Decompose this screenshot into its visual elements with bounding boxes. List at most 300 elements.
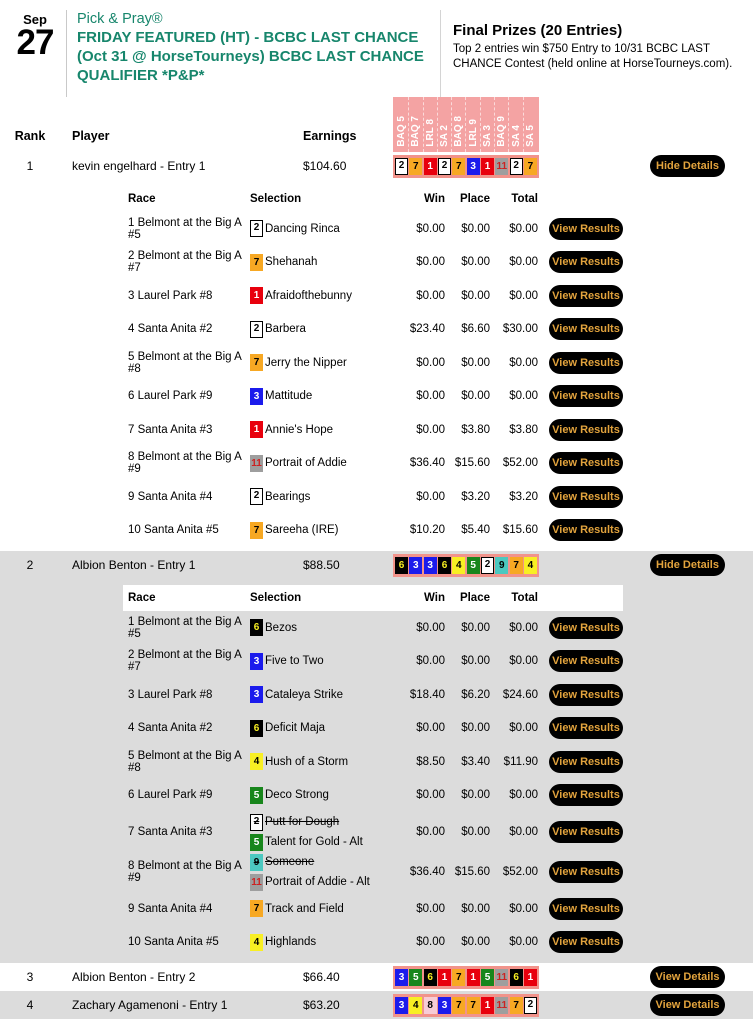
selection-column-header: Selection (250, 193, 302, 205)
saddle-cloth-chip: 11 (495, 158, 508, 175)
race-label: 2 Belmont at the Big A #7 (128, 250, 242, 275)
race-column-label-text: SA 3 (481, 125, 493, 147)
total-amount: $0.00 (509, 356, 538, 369)
horse-name: Afraidofthebunny (265, 289, 352, 302)
race-label: 10 Santa Anita #5 (128, 524, 219, 537)
horse-name: Hush of a Storm (265, 755, 349, 768)
selection-cell (250, 785, 398, 805)
view-results-button[interactable]: View Results (549, 486, 623, 508)
total-amount: $0.00 (509, 826, 538, 838)
contest-title-block (66, 10, 428, 97)
horse-name: Putt for Dough (265, 816, 340, 828)
final-prizes-block (440, 10, 750, 97)
race-label: 7 Santa Anita #3 (128, 826, 213, 838)
total-amount: $0.00 (509, 902, 538, 915)
win-amount: $0.00 (416, 356, 445, 369)
selection (250, 487, 398, 507)
selection-cell (250, 453, 398, 473)
horse-name: Talent for Gold - Alt (265, 836, 363, 848)
place-amount: $0.00 (461, 826, 490, 838)
final-prizes-description: Top 2 entries win $750 Entry to 10/31 BCBC LAST CHANCE Contest (held online at HorseTourneys.com). (453, 43, 733, 70)
place-amount: $0.00 (461, 256, 490, 269)
race-label: 6 Laurel Park #9 (128, 789, 213, 802)
entry-details (123, 585, 623, 963)
view-results-button[interactable]: View Results (549, 318, 623, 340)
entry-player-name: Albion Benton - Entry 1 (72, 558, 196, 572)
selection-column-header: Selection (250, 592, 302, 604)
entry-player-name: Zachary Agamenoni - Entry 1 (72, 998, 228, 1012)
saddle-cloth-chip: 6 (438, 557, 451, 574)
leaderboard-column-headers (0, 97, 753, 152)
race-column-label (395, 97, 409, 152)
date-day: 27 (16, 23, 54, 62)
saddle-cloth-chip: 6 (250, 720, 263, 737)
selection (250, 899, 398, 919)
entry-block (0, 991, 753, 1019)
total-amount: $0.00 (509, 789, 538, 802)
saddle-cloth-chip: 11 (495, 969, 508, 986)
entry-details (123, 186, 623, 551)
saddle-cloth-chip: 4 (250, 934, 263, 951)
horse-name: Portrait of Addie (265, 457, 347, 470)
selection (250, 685, 398, 705)
selection-cell (250, 353, 398, 373)
player-column-header: Player (72, 129, 110, 143)
race-label: 5 Belmont at the Big A #8 (128, 350, 242, 375)
race-column-label-text: SA 5 (524, 125, 536, 147)
entry-row (0, 991, 753, 1019)
detail-row (123, 892, 623, 926)
entry-row (0, 963, 753, 991)
saddle-cloth-chip: 9 (495, 557, 508, 574)
toggle-details-button[interactable]: View Details (650, 966, 725, 988)
horse-name: Bearings (265, 490, 311, 503)
entry-earnings: $66.40 (303, 970, 340, 984)
detail-row (123, 380, 623, 414)
selection (250, 219, 398, 239)
selection-cell (250, 618, 398, 638)
selection-cell (250, 420, 398, 440)
total-column-header: Total (511, 193, 538, 205)
saddle-cloth-chip: 4 (452, 557, 465, 574)
saddle-cloth-chip: 7 (250, 522, 263, 539)
entry-rank: 2 (26, 558, 34, 572)
saddle-cloth-chip: 7 (467, 997, 480, 1014)
saddle-cloth-chip: 2 (438, 158, 451, 175)
view-results-button[interactable]: View Results (549, 821, 623, 843)
saddle-cloth-chip: 4 (250, 753, 263, 770)
race-label: 4 Santa Anita #2 (128, 323, 213, 336)
selection-cell (250, 718, 398, 738)
detail-row (123, 779, 623, 813)
win-amount: $0.00 (416, 621, 445, 634)
selection-cell (250, 319, 398, 339)
detail-column-headers (123, 585, 623, 611)
saddle-cloth-chip: 4 (409, 997, 422, 1014)
contest-format-label: Pick & Pray® (77, 11, 163, 27)
contest-date (12, 10, 58, 97)
saddle-cloth-chip: 9 (250, 854, 263, 871)
entry-picks-strip (393, 966, 539, 989)
horse-name: Cataleya Strike (265, 688, 343, 701)
saddle-cloth-chip: 7 (409, 158, 422, 175)
saddle-cloth-chip: 2 (510, 158, 523, 175)
saddle-cloth-chip: 2 (250, 814, 263, 831)
place-amount: $0.00 (461, 655, 490, 668)
detail-row (123, 346, 623, 380)
saddle-cloth-chip: 3 (250, 686, 263, 703)
race-column-label (466, 97, 480, 152)
total-amount: $0.00 (509, 289, 538, 302)
saddle-cloth-chip: 2 (524, 997, 537, 1014)
entry-earnings: $63.20 (303, 998, 340, 1012)
horse-name: Deficit Maja (265, 722, 326, 735)
saddle-cloth-chip: 6 (424, 969, 437, 986)
selection (250, 386, 398, 406)
detail-row (123, 246, 623, 280)
saddle-cloth-chip: 5 (467, 557, 480, 574)
toggle-details-button[interactable]: Hide Details (650, 155, 725, 177)
total-amount: $24.60 (502, 688, 538, 701)
detail-row (123, 712, 623, 746)
saddle-cloth-chip: 5 (481, 969, 494, 986)
win-amount: $10.20 (409, 524, 445, 537)
race-column-label (524, 97, 537, 152)
entry-block (0, 152, 753, 551)
view-results-button[interactable]: View Results (549, 684, 623, 706)
total-amount: $0.00 (509, 655, 538, 668)
total-amount: $3.80 (509, 423, 538, 436)
selection (250, 872, 398, 892)
selection-cell (250, 685, 398, 705)
race-label: 1 Belmont at the Big A #5 (128, 216, 242, 241)
win-amount: $0.00 (416, 222, 445, 235)
detail-row (123, 812, 623, 852)
view-results-button[interactable]: View Results (549, 751, 623, 773)
detail-row (123, 926, 623, 960)
total-column-header: Total (511, 592, 538, 604)
date-month: Sep (23, 12, 47, 27)
detail-row (123, 313, 623, 347)
win-amount: $0.00 (416, 423, 445, 436)
place-amount: $0.00 (461, 222, 490, 235)
place-column-header: Place (459, 193, 490, 205)
place-amount: $0.00 (461, 390, 490, 403)
race-column-label-text: SA 4 (510, 125, 522, 147)
total-amount: $0.00 (509, 256, 538, 269)
entry-rank: 1 (26, 159, 34, 173)
saddle-cloth-chip: 3 (438, 997, 451, 1014)
win-amount: $18.40 (409, 688, 445, 701)
selection-cell (250, 932, 398, 952)
selection-cell (250, 520, 398, 540)
total-amount: $0.00 (509, 936, 538, 949)
view-results-button[interactable]: View Results (549, 898, 623, 920)
selection-cell (250, 487, 398, 507)
win-amount: $36.40 (409, 457, 445, 470)
horse-name: Track and Field (265, 902, 344, 915)
selection-cell (250, 286, 398, 306)
selection (250, 520, 398, 540)
total-amount: $3.20 (509, 490, 538, 503)
saddle-cloth-chip: 5 (250, 834, 263, 851)
view-results-button[interactable]: View Results (549, 385, 623, 407)
selection (250, 852, 398, 872)
win-amount: $0.00 (416, 789, 445, 802)
saddle-cloth-chip: 3 (250, 388, 263, 405)
saddle-cloth-chip: 1 (481, 158, 494, 175)
entry-picks-strip (393, 554, 539, 577)
race-column-label-text: BAQ 7 (410, 116, 422, 147)
saddle-cloth-chip: 7 (452, 969, 465, 986)
entries-list (0, 152, 753, 1019)
saddle-cloth-chip: 2 (250, 220, 263, 237)
detail-row (123, 611, 623, 645)
view-results-button[interactable]: View Results (549, 784, 623, 806)
saddle-cloth-chip: 1 (438, 969, 451, 986)
win-amount: $0.00 (416, 936, 445, 949)
toggle-details-button[interactable]: View Details (650, 994, 725, 1016)
place-amount: $3.20 (461, 490, 490, 503)
race-label: 9 Santa Anita #4 (128, 902, 213, 915)
saddle-cloth-chip: 11 (495, 997, 508, 1014)
detail-column-headers (123, 186, 623, 212)
selection (250, 286, 398, 306)
saddle-cloth-chip: 7 (250, 900, 263, 917)
race-labels-strip (393, 97, 539, 152)
win-amount: $0.00 (416, 256, 445, 269)
horse-name: Dancing Rinca (265, 222, 340, 235)
saddle-cloth-chip: 1 (467, 969, 480, 986)
win-amount: $36.40 (409, 866, 445, 878)
entry-earnings: $104.60 (303, 159, 347, 173)
race-label: 7 Santa Anita #3 (128, 423, 213, 436)
win-amount: $0.00 (416, 902, 445, 915)
selection (250, 932, 398, 952)
place-amount: $0.00 (461, 789, 490, 802)
selection (250, 618, 398, 638)
earnings-column-header: Earnings (303, 129, 357, 143)
detail-row (123, 678, 623, 712)
place-amount: $15.60 (454, 457, 490, 470)
place-amount: $6.60 (461, 323, 490, 336)
race-label: 5 Belmont at the Big A #8 (128, 749, 242, 774)
total-amount: $0.00 (509, 222, 538, 235)
saddle-cloth-chip: 1 (250, 287, 263, 304)
race-column-label (495, 97, 509, 152)
place-amount: $0.00 (461, 936, 490, 949)
saddle-cloth-chip: 3 (395, 969, 408, 986)
win-amount: $0.00 (416, 722, 445, 735)
place-amount: $0.00 (461, 722, 490, 735)
selection-cell (250, 752, 398, 772)
race-column-label-text: BAQ 9 (496, 116, 508, 147)
win-column-header: Win (424, 592, 445, 604)
rank-column-header: Rank (14, 129, 46, 143)
selection-cell (250, 219, 398, 239)
total-amount: $0.00 (509, 722, 538, 735)
total-amount: $30.00 (502, 323, 538, 336)
view-results-button[interactable]: View Results (549, 650, 623, 672)
view-results-button[interactable]: View Results (549, 617, 623, 639)
race-column-header: Race (128, 193, 156, 205)
race-label: 8 Belmont at the Big A #9 (128, 451, 242, 476)
place-amount: $3.40 (461, 755, 490, 768)
entry-player-name: Albion Benton - Entry 2 (72, 970, 196, 984)
selection (250, 651, 398, 671)
entry-picks-strip (393, 994, 539, 1017)
place-amount: $0.00 (461, 621, 490, 634)
selection (250, 420, 398, 440)
saddle-cloth-chip: 3 (250, 653, 263, 670)
win-amount: $0.00 (416, 655, 445, 668)
race-column-label (481, 97, 495, 152)
saddle-cloth-chip: 6 (250, 619, 263, 636)
win-amount: $23.40 (409, 323, 445, 336)
view-results-button[interactable]: View Results (549, 285, 623, 307)
entry-row (0, 152, 753, 180)
selection (250, 752, 398, 772)
selection (250, 812, 398, 832)
saddle-cloth-chip: 4 (524, 557, 537, 574)
selection (250, 353, 398, 373)
place-amount: $0.00 (461, 289, 490, 302)
race-column-label (424, 97, 438, 152)
race-label: 8 Belmont at the Big A #9 (128, 860, 242, 884)
race-column-label (452, 97, 466, 152)
saddle-cloth-chip: 7 (524, 158, 537, 175)
selection-cell (250, 651, 398, 671)
view-results-button[interactable]: View Results (549, 352, 623, 374)
selection (250, 718, 398, 738)
view-results-button[interactable]: View Results (549, 519, 623, 541)
entry-row (0, 551, 753, 579)
detail-row (123, 212, 623, 246)
view-results-button[interactable]: View Results (549, 218, 623, 240)
win-amount: $0.00 (416, 826, 445, 838)
saddle-cloth-chip: 2 (250, 488, 263, 505)
total-amount: $52.00 (502, 457, 538, 470)
win-amount: $0.00 (416, 289, 445, 302)
win-amount: $0.00 (416, 390, 445, 403)
selection-cell (250, 252, 398, 272)
detail-row (123, 413, 623, 447)
view-results-button[interactable]: View Results (549, 861, 623, 883)
saddle-cloth-chip: 8 (424, 997, 437, 1014)
horse-name: Annie's Hope (265, 423, 334, 436)
place-amount: $0.00 (461, 902, 490, 915)
horse-name: Bezos (265, 621, 297, 634)
detail-row (123, 447, 623, 481)
race-label: 10 Santa Anita #5 (128, 936, 219, 949)
view-results-button[interactable]: View Results (549, 717, 623, 739)
race-column-label (438, 97, 452, 152)
race-column-header: Race (128, 592, 156, 604)
saddle-cloth-chip: 7 (510, 997, 523, 1014)
saddle-cloth-chip: 3 (409, 557, 422, 574)
selection (250, 453, 398, 473)
detail-row (123, 514, 623, 548)
race-label: 6 Laurel Park #9 (128, 390, 213, 403)
detail-row (123, 480, 623, 514)
view-results-button[interactable]: View Results (549, 419, 623, 441)
win-amount: $0.00 (416, 490, 445, 503)
horse-name: Sareeha (IRE) (265, 524, 339, 537)
horse-name: Someone (265, 856, 315, 868)
view-results-button[interactable]: View Results (549, 452, 623, 474)
race-column-label-text: LRL 9 (467, 119, 479, 147)
entry-block (0, 963, 753, 991)
saddle-cloth-chip: 7 (452, 997, 465, 1014)
contest-header (0, 0, 753, 97)
total-amount: $0.00 (509, 390, 538, 403)
detail-row (123, 852, 623, 892)
saddle-cloth-chip: 1 (481, 997, 494, 1014)
saddle-cloth-chip: 7 (250, 254, 263, 271)
selection (250, 785, 398, 805)
race-column-label-text: BAQ 5 (396, 116, 408, 147)
race-label: 9 Santa Anita #4 (128, 490, 213, 503)
saddle-cloth-chip: 1 (424, 158, 437, 175)
entry-player-name: kevin engelhard - Entry 1 (72, 159, 206, 173)
detail-row (123, 279, 623, 313)
horse-name: Jerry the Nipper (265, 356, 347, 369)
horse-name: Highlands (265, 936, 317, 949)
race-label: 3 Laurel Park #8 (128, 289, 213, 302)
view-results-button[interactable]: View Results (549, 251, 623, 273)
place-amount: $0.00 (461, 356, 490, 369)
saddle-cloth-chip: 11 (250, 874, 263, 891)
horse-name: Deco Strong (265, 789, 329, 802)
place-amount: $5.40 (461, 524, 490, 537)
saddle-cloth-chip: 1 (250, 421, 263, 438)
view-results-button[interactable]: View Results (549, 931, 623, 953)
entry-picks-strip (393, 155, 539, 178)
saddle-cloth-chip: 7 (452, 158, 465, 175)
toggle-details-button[interactable]: Hide Details (650, 554, 725, 576)
race-label: 3 Laurel Park #8 (128, 688, 213, 701)
selection-cell (250, 899, 398, 919)
entry-rank: 4 (26, 998, 34, 1012)
place-amount: $15.60 (454, 866, 490, 878)
saddle-cloth-chip: 1 (524, 969, 537, 986)
total-amount: $11.90 (503, 755, 538, 768)
selection-cell (250, 386, 398, 406)
race-column-label (409, 97, 423, 152)
saddle-cloth-chip: 2 (250, 321, 263, 338)
horse-name: Portrait of Addie - Alt (265, 876, 370, 888)
selection-cell (250, 852, 398, 892)
saddle-cloth-chip: 3 (424, 557, 437, 574)
entry-earnings: $88.50 (303, 558, 340, 572)
race-column-label-text: BAQ 8 (453, 116, 465, 147)
race-column-label-text: LRL 8 (424, 119, 436, 147)
saddle-cloth-chip: 3 (467, 158, 480, 175)
entry-block (0, 551, 753, 963)
place-amount: $3.80 (461, 423, 490, 436)
win-amount: $8.50 (416, 755, 445, 768)
total-amount: $15.60 (502, 524, 538, 537)
saddle-cloth-chip: 7 (250, 354, 263, 371)
race-label: 2 Belmont at the Big A #7 (128, 649, 242, 674)
detail-row (123, 745, 623, 779)
final-prizes-title: Final Prizes (20 Entries) (453, 22, 623, 39)
horse-name: Barbera (265, 323, 306, 336)
place-amount: $6.20 (461, 688, 490, 701)
saddle-cloth-chip: 5 (250, 787, 263, 804)
selection (250, 252, 398, 272)
win-column-header: Win (424, 193, 445, 205)
